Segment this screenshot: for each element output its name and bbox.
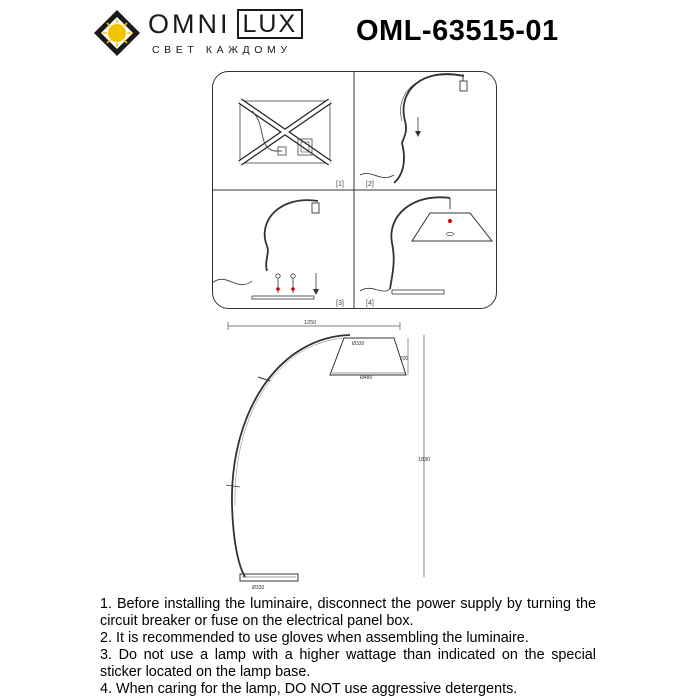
- note-2: 2. It is recommended to use gloves when assembling the luminaire.: [100, 630, 529, 646]
- step-3-base-assembly: [212, 200, 344, 307]
- lamp-base: [240, 574, 298, 591]
- installation-steps: [212, 71, 497, 309]
- brand-omni-text: OMNI: [148, 8, 231, 39]
- brand-name: [148, 10, 303, 38]
- step-1-label: [1]: [336, 181, 344, 188]
- shade-bottom-diameter: Ø480: [360, 375, 373, 381]
- step-4-shade-install: [360, 197, 492, 307]
- shade-top-diameter: Ø330: [352, 341, 365, 347]
- note-1: 1. Before installing the luminaire, disconnect the power supply by turning the circuit breaker or fuse on the electrical panel box.: [100, 596, 596, 629]
- step-2-stand-arc: [360, 74, 467, 188]
- step-3-label: [3]: [336, 300, 344, 307]
- step-4-label: [4]: [366, 300, 374, 307]
- model-number: OML-63515-01: [356, 15, 559, 47]
- diamond-sun-logo-icon: [92, 8, 142, 58]
- brand-lux-text: LUX: [237, 9, 304, 39]
- total-height: 1830: [418, 457, 431, 463]
- step-2-label: [2]: [366, 181, 374, 188]
- step-1-disconnect-power: [240, 101, 344, 188]
- dimension-diagram: [200, 315, 460, 595]
- lamp-shade: [330, 338, 409, 381]
- width-dimension: 1250: [304, 320, 317, 326]
- brand-logo: [92, 6, 322, 60]
- brand-tagline: СВЕТ КАЖДОМУ: [152, 44, 292, 56]
- note-4: 4. When caring for the lamp, DO NOT use aggressive detergents.: [100, 681, 518, 697]
- base-diameter: Ø330: [252, 585, 265, 591]
- shade-height: 200: [400, 356, 409, 362]
- lamp-arc: [232, 335, 350, 577]
- safety-notes: [100, 596, 596, 698]
- note-3: 3. Do not use a lamp with a higher wattage than indicated on the special sticker located on the lamp base.: [100, 647, 596, 680]
